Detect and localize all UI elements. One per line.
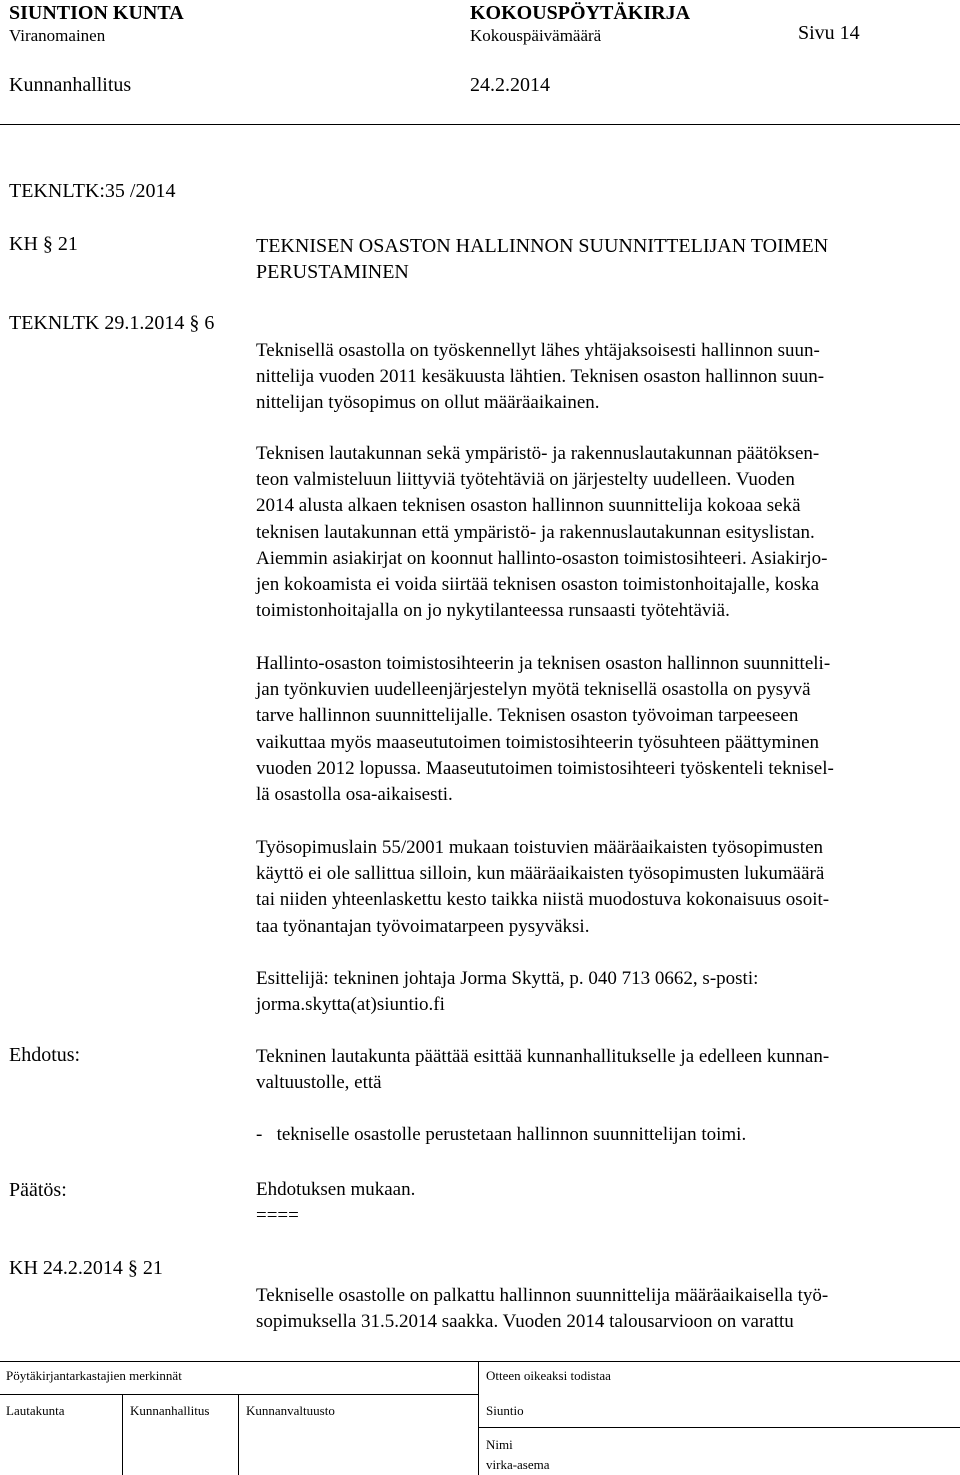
kh-paragraph-reference: KH § 21 xyxy=(9,233,78,255)
paragraph-3 xyxy=(256,651,946,808)
proposal-text xyxy=(256,1044,946,1096)
footer-certified-label: Otteen oikeaksi todistaa xyxy=(486,1368,611,1383)
header-divider xyxy=(0,124,960,125)
paragraph-line: jan työnkuvien uudelleenjärjestelyn myötä teknisellä osastolla on pysyvä xyxy=(256,679,811,701)
paragraph-line: käyttö ei ole sallittua silloin, kun määräaikaisten työsopimusten lukumäärä xyxy=(256,863,825,885)
paragraph-line: vuoden 2012 lopussa. Maaseututoimen toimistosihteeri työskenteli teknisel- xyxy=(256,757,834,779)
footer-checkers-label: Pöytäkirjantarkastajien merkinnät xyxy=(6,1368,182,1383)
footer-col-council-board: Kunnanhallitus xyxy=(130,1403,210,1418)
case-title-line: PERUSTAMINEN xyxy=(256,261,409,283)
presenter-line: Esittelijä: tekninen johtaja Jorma Skyttä, p. 040 713 0662, s-posti: xyxy=(256,968,759,989)
paragraph-line: 2014 alusta alkaen teknisen osaston hallinnon suunnittelija kokoaa sekä xyxy=(256,495,801,517)
paragraph-line: nittelija vuoden 2011 kesäkuusta lähtien. Teknisen osaston hallinnon suun- xyxy=(256,366,825,388)
meeting-date-label: Kokouspäivämäärä xyxy=(470,26,602,45)
presenter-line: jorma.skytta(at)siuntio.fi xyxy=(256,994,445,1016)
paragraph-line: lä osastolla osa-aikaisesti. xyxy=(256,784,453,806)
footer-title-label: virka-asema xyxy=(486,1457,550,1472)
authority-name: Kunnanhallitus xyxy=(9,74,132,96)
paragraph-2 xyxy=(256,441,946,624)
paragraph-line: teknisen lautakunnan että ympäristö- ja rakennuslautakunnan esityslistan. xyxy=(256,521,815,543)
footer-col-council: Kunnanvaltuusto xyxy=(246,1403,335,1418)
kh-text xyxy=(256,1283,946,1335)
paragraph-line: Aiemmin asiakirjat on koonnut hallinto-osaston toimistosihteeri. Asiakirjo- xyxy=(256,547,828,569)
paragraph-line: vaikuttaa myös maaseututoimen toimistosihteerin työsuhteen päättyminen xyxy=(256,731,820,753)
paragraph-line: nittelijan työsopimus on ollut määräaikainen. xyxy=(256,392,600,414)
tekn-meeting-reference: TEKNLTK 29.1.2014 § 6 xyxy=(9,312,215,334)
paragraph-line: teon valmisteluun liittyviä työtehtäviä on järjestelty uudelleen. Vuoden xyxy=(256,469,795,491)
paragraph-line: taa työnantajan työvoimatarpeen pysyväksi. xyxy=(256,915,590,937)
paragraph-1 xyxy=(256,338,946,417)
case-title-line: TEKNISEN OSASTON HALLINNON SUUNNITTELIJAN TOIMEN xyxy=(256,235,829,257)
proposal-bullet: - tekniselle osastolle perustetaan hallinnon suunnittelijan toimi. xyxy=(256,1124,747,1145)
proposal-line: Tekninen lautakunta päättää esittää kunnanhallitukselle ja edelleen kunnan- xyxy=(256,1046,830,1067)
kh-line: sopimuksella 31.5.2014 saakka. Vuoden 2014 talousarvioon on varattu xyxy=(256,1311,794,1333)
paragraph-line: tarve hallinnon suunnittelijalle. Teknisen osaston työvoiman tarpeeseen xyxy=(256,705,799,727)
footer-name-label: Nimi xyxy=(486,1437,513,1452)
proposal-label: Ehdotus: xyxy=(9,1044,81,1066)
presenter xyxy=(256,966,946,1018)
decision-text: Ehdotuksen mukaan. xyxy=(256,1179,416,1200)
kh-line: Tekniselle osastolle on palkattu hallinnon suunnittelija määräaikaisella työ- xyxy=(256,1285,829,1306)
document-type: KOKOUSPÖYTÄKIRJA xyxy=(470,2,691,24)
paragraph-line: Teknisen lautakunnan sekä ympäristö- ja rakennuslautakunnan päätöksen- xyxy=(256,443,820,464)
footer-place: Siuntio xyxy=(486,1403,524,1418)
meeting-date: 24.2.2014 xyxy=(470,74,550,96)
decision-separator: ==== xyxy=(256,1205,299,1226)
paragraph-line: Teknisellä osastolla on työskennellyt lähes yhtäjaksoisesti hallinnon suun- xyxy=(256,340,820,361)
paragraph-line: tai niiden yhteenlaskettu kesto taikka niistä muodostuva kokonaisuus osoit- xyxy=(256,889,830,911)
authority-label: Viranomainen xyxy=(9,26,106,45)
paragraph-line: toimistonhoitajalla on jo nykytilanteessa runsaasti työtehtäviä. xyxy=(256,600,730,622)
footer-col-board: Lautakunta xyxy=(6,1403,65,1418)
decision-label: Päätös: xyxy=(9,1179,67,1201)
tekn-case-reference: TEKNLTK:35 /2014 xyxy=(9,180,176,202)
paragraph-line: Työsopimuslain 55/2001 mukaan toistuvien määräaikaisten työsopimusten xyxy=(256,837,824,858)
kh-meeting-reference: KH 24.2.2014 § 21 xyxy=(9,1257,163,1279)
org-name: SIUNTION KUNTA xyxy=(9,2,184,24)
case-title xyxy=(256,233,828,285)
paragraph-line: Hallinto-osaston toimistosihteerin ja teknisen osaston hallinnon suunnitteli- xyxy=(256,653,831,674)
paragraph-line: jen kokoamista ei voida siirtää teknisen osaston toimistonhoitajalle, koska xyxy=(256,574,820,596)
paragraph-4 xyxy=(256,835,946,940)
page-number: Sivu 14 xyxy=(798,22,860,44)
proposal-line: valtuustolle, että xyxy=(256,1072,382,1094)
